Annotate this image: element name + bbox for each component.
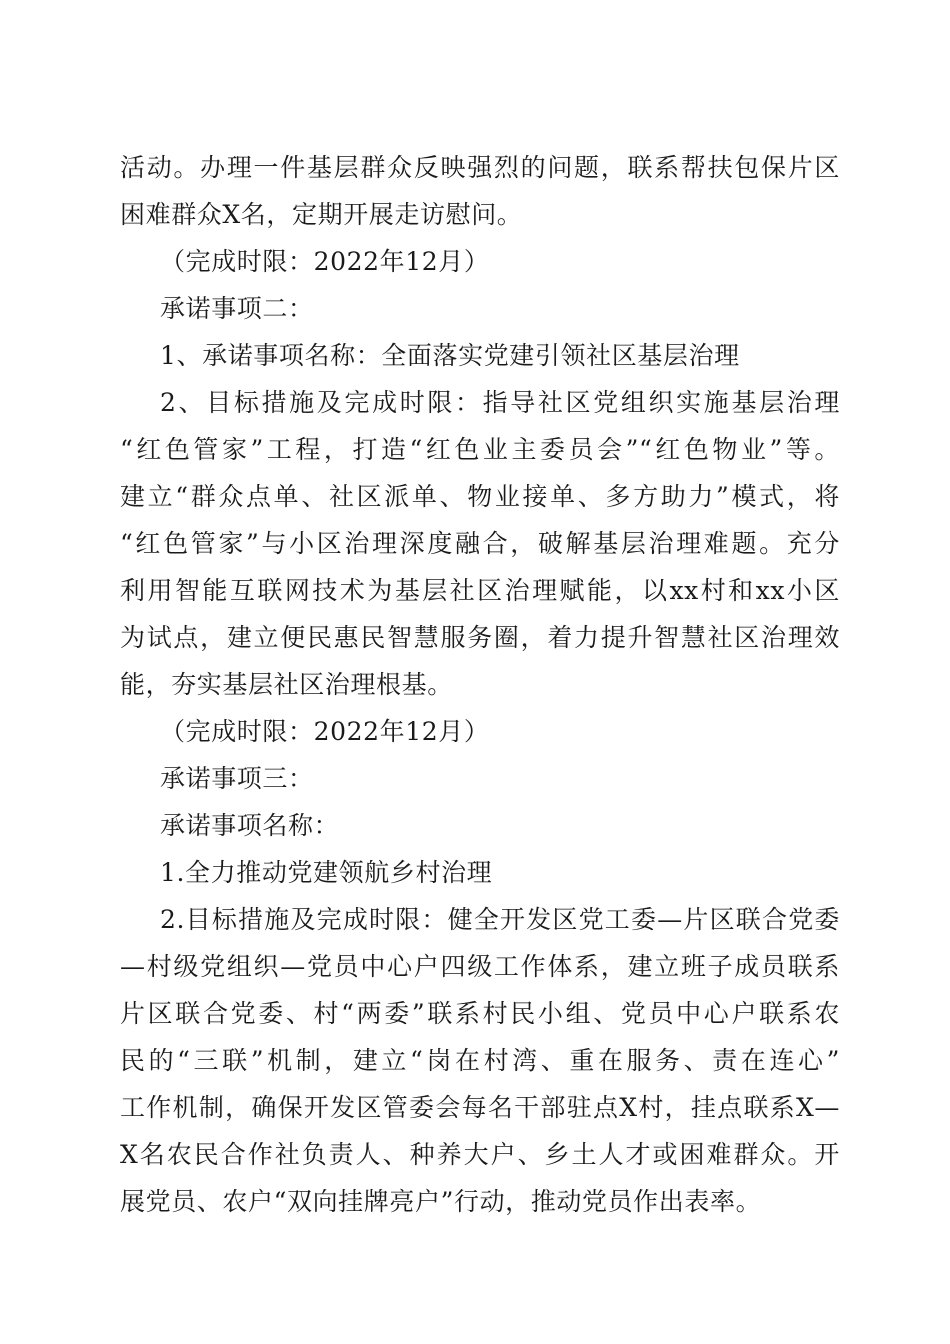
paragraph-line: 2、目标措施及完成时限：指导社区党组织实施基层治理: [160, 388, 840, 417]
paragraph-line: 2.目标措施及完成时限：健全开发区党工委—片区联合党委: [160, 905, 840, 934]
paragraph-line: 活动。办理一件基层群众反映强烈的问题，联系帮扶包保片区: [120, 153, 840, 182]
document-body: [120, 144, 840, 1225]
deadline-line: （完成时限：2022年12月）: [160, 717, 490, 746]
commitment-heading: 承诺事项二：: [160, 294, 314, 323]
commitment-heading: 承诺事项三：: [160, 764, 314, 793]
commitment-name: 1、承诺事项名称：全面落实党建引领社区基层治理: [160, 341, 740, 370]
paragraph-line: 困难群众X名，定期开展走访慰问。: [120, 200, 523, 229]
paragraph-line: “红色管家”工程，打造“红色业主委员会”“红色物业”等。: [120, 435, 840, 464]
paragraph-line: 为试点，建立便民惠民智慧服务圈，着力提升智慧社区治理效: [120, 623, 840, 652]
paragraph-line: 片区联合党委、村“两委”联系村民小组、党员中心户联系农: [120, 999, 840, 1028]
paragraph-line: 工作机制，确保开发区管委会每名干部驻点X村，挂点联系X—: [120, 1093, 840, 1122]
paragraph-line: 能，夯实基层社区治理根基。: [120, 670, 453, 699]
deadline-line: （完成时限：2022年12月）: [160, 247, 490, 276]
paragraph-line: 建立“群众点单、社区派单、物业接单、多方助力”模式，将: [120, 482, 840, 511]
paragraph-line: 民的“三联”机制，建立“岗在村湾、重在服务、责在连心”: [120, 1046, 840, 1075]
commitment-name-label: 承诺事项名称：: [160, 811, 340, 840]
paragraph-line: 展党员、农户“双向挂牌亮户”行动，推动党员作出表率。: [120, 1187, 762, 1216]
paragraph-line: “红色管家”与小区治理深度融合，破解基层治理难题。充分: [120, 529, 840, 558]
commitment-name: 1.全力推动党建领航乡村治理: [160, 858, 493, 887]
paragraph-line: X名农民合作社负责人、种养大户、乡土人才或困难群众。开: [120, 1140, 840, 1169]
paragraph-line: —村级党组织—党员中心户四级工作体系，建立班子成员联系: [120, 952, 840, 981]
paragraph-line: 利用智能互联网技术为基层社区治理赋能，以xx村和xx小区: [120, 576, 840, 605]
